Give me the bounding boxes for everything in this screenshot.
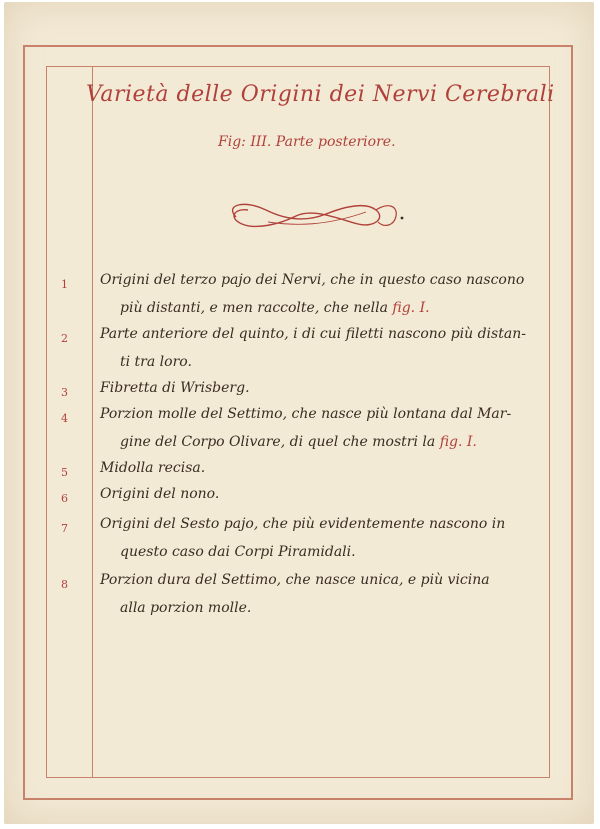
- entry-number: 6: [61, 492, 68, 505]
- entry-number: 2: [61, 332, 68, 345]
- entry-number: 5: [61, 466, 68, 479]
- entry-line: Origini del Sesto pajo, che più evidentemente nascono in: [100, 516, 506, 532]
- figure-reference: fig. I.: [439, 434, 477, 450]
- entry-line: questo caso dai Corpi Piramidali.: [120, 544, 356, 560]
- figure-reference: fig. I.: [392, 300, 430, 316]
- page-subtitle: Fig: III. Parte posteriore.: [218, 134, 396, 150]
- entry-line: Porzion molle del Settimo, che nasce più lontana dal Mar-: [100, 406, 512, 422]
- entry-number: 4: [61, 412, 68, 425]
- entry-number: 8: [61, 578, 68, 591]
- inner-border: [46, 66, 550, 778]
- margin-rule: [92, 66, 93, 778]
- entry-line: [120, 434, 477, 450]
- page-title: Varietà delle Origini dei Nervi Cerebrali: [86, 82, 555, 107]
- entry-number: 1: [61, 278, 68, 291]
- entry-line: Origini del terzo pajo dei Nervi, che in questo caso nascono: [100, 272, 525, 288]
- entry-text: più distanti, e men raccolte, che nella: [120, 300, 388, 316]
- entry-line: Fibretta di Wrisberg.: [100, 380, 250, 396]
- entry-number: 7: [61, 522, 68, 535]
- entry-number: 3: [61, 386, 68, 399]
- entry-line: Origini del nono.: [100, 486, 220, 502]
- manuscript-page: [4, 2, 594, 824]
- entry-line: [120, 300, 430, 316]
- entry-line: alla porzion molle.: [120, 600, 252, 616]
- entry-line: Porzion dura del Settimo, che nasce unica, e più vicina: [100, 572, 490, 588]
- entry-line: ti tra loro.: [120, 354, 192, 370]
- calligraphic-flourish-icon: [216, 196, 406, 238]
- entry-line: Midolla recisa.: [100, 460, 206, 476]
- entry-line: Parte anteriore del quinto, i di cui filetti nascono più distan-: [100, 326, 526, 342]
- entry-text: gine del Corpo Olivare, di quel che mostri la: [120, 434, 436, 450]
